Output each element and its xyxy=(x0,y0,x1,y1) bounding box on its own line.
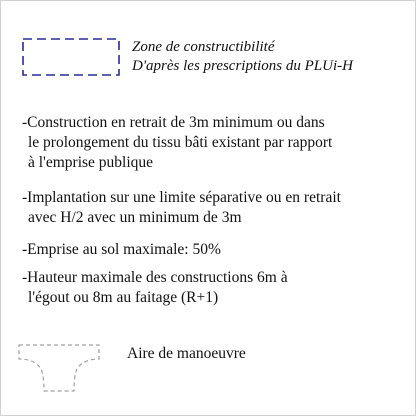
rule-line: -Emprise au sol maximale: 50% xyxy=(22,241,221,258)
rule-line: à l'emprise publique xyxy=(28,154,154,171)
rule-implantation xyxy=(22,188,341,228)
zone-legend-line-1: Zone de constructibilité xyxy=(132,39,275,55)
rule-height xyxy=(22,268,288,308)
turning-area-icon xyxy=(17,343,101,393)
rule-line: l'égout ou 8m au faitage (R+1) xyxy=(28,289,219,306)
rule-setback xyxy=(22,113,332,173)
rule-line: -Construction en retrait de 3m minimum ou dans xyxy=(22,114,325,131)
rule-line: -Hauteur maximale des constructions 6m à xyxy=(22,269,288,286)
zone-legend-line-2: D'après les prescriptions du PLUi-H xyxy=(132,58,353,74)
turning-area-label: Aire de manoeuvre xyxy=(127,345,246,362)
dashed-rectangle-icon xyxy=(22,38,120,76)
rule-footprint xyxy=(22,240,221,260)
rule-line: -Implantation sur une limite séparative ou en retrait xyxy=(22,189,341,206)
rule-line: le prolongement du tissu bâti existant par rapport xyxy=(28,134,333,151)
rule-line: avec H/2 avec un minimum de 3m xyxy=(28,209,242,226)
zone-legend-label xyxy=(132,38,353,76)
